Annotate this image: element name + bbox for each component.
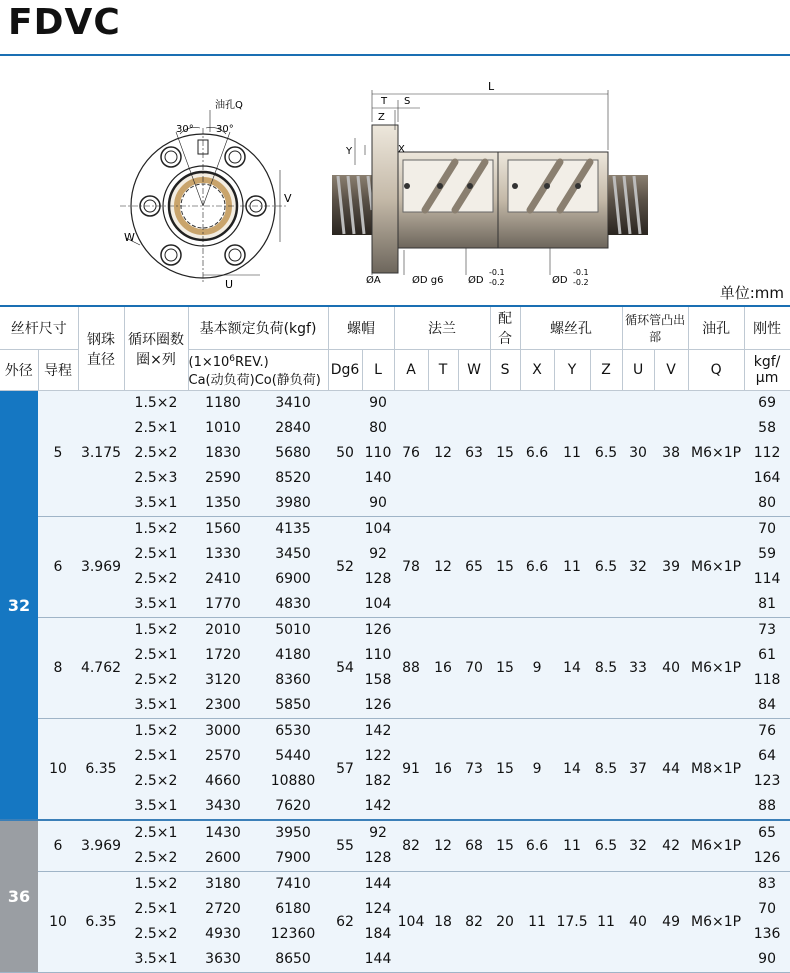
ca-cell: 1830 (188, 441, 258, 466)
phi-d-tol1-label: ØD (468, 275, 484, 286)
length-cell: 128 (362, 846, 394, 872)
col-fit (490, 306, 520, 350)
circuits-cell: 2.5×1 (124, 416, 188, 441)
t-cell: 12 (428, 820, 458, 872)
ca-cell: 1770 (188, 592, 258, 618)
co-cell: 8650 (258, 947, 328, 973)
length-cell: 182 (362, 769, 394, 794)
shaft-dia-cell: 32 (0, 391, 38, 821)
v-cell: 44 (654, 719, 688, 821)
u-cell: 40 (622, 872, 654, 973)
col-fit-line2: 合 (498, 331, 513, 347)
length-cell: 110 (362, 441, 394, 466)
co-cell: 4830 (258, 592, 328, 618)
co-cell: 5440 (258, 744, 328, 769)
col-tube-line1: 循环管凸出 (625, 313, 686, 327)
co-cell: 7900 (258, 846, 328, 872)
dg6-cell: 62 (328, 872, 362, 973)
col-lead: 导程 (38, 350, 78, 391)
phi-d-g6-label: ØD g6 (412, 275, 444, 286)
u-cell: 32 (622, 517, 654, 618)
phi-d-tol1-lower: -0.2 (489, 278, 505, 287)
load-rev-sup: 6 (229, 354, 236, 364)
ca-cell: 4660 (188, 769, 258, 794)
lead-cell: 10 (38, 872, 78, 973)
length-cell: 92 (362, 820, 394, 846)
v-dim-label: V (284, 192, 292, 205)
lead-cell: 5 (38, 391, 78, 517)
a-cell: 82 (394, 820, 428, 872)
circuits-cell: 2.5×1 (124, 643, 188, 668)
col-circuits-line2: 圈×列 (136, 351, 176, 368)
lead-cell: 6 (38, 820, 78, 872)
load-rev-tail: REV.) (235, 355, 269, 371)
a-cell: 78 (394, 517, 428, 618)
unit-label: 单位:mm (719, 284, 784, 302)
load-rev-text: (1×10 (188, 355, 230, 371)
circuits-cell: 3.5×1 (124, 491, 188, 517)
circuits-cell: 2.5×2 (124, 567, 188, 592)
phi-a-label: ØA (366, 275, 381, 286)
length-cell: 122 (362, 744, 394, 769)
ca-cell: 1430 (188, 820, 258, 846)
col-A: A (394, 350, 428, 391)
y-dim-label: Y (346, 146, 353, 157)
q-cell: M6×1P (688, 872, 744, 973)
table-row (0, 391, 790, 417)
length-cell: 142 (362, 794, 394, 820)
x-cell: 6.6 (520, 820, 554, 872)
lead-cell: 6 (38, 517, 78, 618)
x-cell: 9 (520, 719, 554, 821)
ca-cell: 3120 (188, 668, 258, 693)
w-cell: 73 (458, 719, 490, 821)
ca-cell: 3000 (188, 719, 258, 745)
x-cell: 9 (520, 618, 554, 719)
co-cell: 6530 (258, 719, 328, 745)
circuits-cell: 1.5×2 (124, 517, 188, 543)
y-cell: 11 (554, 391, 590, 517)
co-cell: 6900 (258, 567, 328, 592)
u-cell: 30 (622, 391, 654, 517)
ball-dia-cell: 3.969 (78, 517, 124, 618)
rigidity-cell: 81 (744, 592, 790, 618)
circuits-cell: 1.5×2 (124, 872, 188, 898)
phi-d-tol2-label: ØD (552, 275, 568, 286)
rig-unit-line2: μm (755, 370, 779, 387)
length-cell: 126 (362, 693, 394, 719)
rigidity-cell: 118 (744, 668, 790, 693)
rigidity-cell: 70 (744, 897, 790, 922)
col-ball-dia-line1: 钢珠 (87, 331, 115, 348)
rig-unit-line1: kgf/ (753, 354, 781, 371)
circuits-cell: 2.5×1 (124, 744, 188, 769)
phi-d-tol2-lower: -0.2 (573, 278, 589, 287)
lead-cell: 8 (38, 618, 78, 719)
w-cell: 70 (458, 618, 490, 719)
t-cell: 18 (428, 872, 458, 973)
phi-d-tol1-upper: -0.1 (489, 268, 505, 277)
co-cell: 6180 (258, 897, 328, 922)
title-divider (0, 54, 790, 56)
length-cell: 110 (362, 643, 394, 668)
u-dim-label: U (225, 278, 234, 290)
u-cell: 32 (622, 820, 654, 872)
length-cell: 128 (362, 567, 394, 592)
ca-cell: 4930 (188, 922, 258, 947)
length-cell: 92 (362, 542, 394, 567)
ball-dia-cell: 6.35 (78, 872, 124, 973)
y-cell: 14 (554, 719, 590, 821)
load-rev (189, 350, 269, 372)
s-cell: 15 (490, 618, 520, 719)
l-dim-label: L (488, 80, 495, 93)
col-ball-dia (78, 306, 124, 391)
q-cell: M6×1P (688, 517, 744, 618)
s-cell: 20 (490, 872, 520, 973)
rigidity-cell: 64 (744, 744, 790, 769)
w-cell: 65 (458, 517, 490, 618)
dg6-cell: 52 (328, 517, 362, 618)
col-fit-line1: 配 (498, 311, 513, 327)
dg6-cell: 50 (328, 391, 362, 517)
co-cell: 10880 (258, 769, 328, 794)
co-cell: 3950 (258, 820, 328, 846)
table-row (0, 618, 790, 644)
length-cell: 90 (362, 391, 394, 417)
q-cell: M8×1P (688, 719, 744, 821)
angle-left-label: 30° (176, 124, 194, 135)
rigidity-cell: 83 (744, 872, 790, 898)
rigidity-cell: 61 (744, 643, 790, 668)
rigidity-cell: 123 (744, 769, 790, 794)
length-cell: 126 (362, 618, 394, 644)
rigidity-cell: 58 (744, 416, 790, 441)
page-title: FDVC (8, 2, 121, 43)
x-cell: 11 (520, 872, 554, 973)
ca-cell: 1330 (188, 542, 258, 567)
ca-cell: 2570 (188, 744, 258, 769)
co-cell: 7620 (258, 794, 328, 820)
ca-cell: 1720 (188, 643, 258, 668)
t-cell: 16 (428, 719, 458, 821)
circuits-cell: 2.5×2 (124, 922, 188, 947)
rigidity-cell: 65 (744, 820, 790, 846)
col-X: X (520, 350, 554, 391)
angle-right-label: 30° (216, 124, 234, 135)
col-U: U (622, 350, 654, 391)
co-cell: 8520 (258, 466, 328, 491)
co-cell: 12360 (258, 922, 328, 947)
rigidity-cell: 136 (744, 922, 790, 947)
col-oil: 油孔 (688, 306, 744, 350)
table-row (0, 872, 790, 898)
col-outer-dia: 外径 (0, 350, 38, 391)
table-row (0, 517, 790, 543)
s-cell: 15 (490, 719, 520, 821)
ca-cell: 3430 (188, 794, 258, 820)
ca-cell: 2590 (188, 466, 258, 491)
col-load: 基本额定负荷(kgf) (188, 306, 328, 350)
length-cell: 140 (362, 466, 394, 491)
dg6-cell: 57 (328, 719, 362, 821)
col-W: W (458, 350, 490, 391)
ca-cell: 2300 (188, 693, 258, 719)
ca-cell: 2600 (188, 846, 258, 872)
dg6-cell: 55 (328, 820, 362, 872)
circuits-cell: 3.5×1 (124, 794, 188, 820)
z-cell: 6.5 (590, 517, 622, 618)
dg6-cell: 54 (328, 618, 362, 719)
circuits-cell: 3.5×1 (124, 693, 188, 719)
x-cell: 6.6 (520, 391, 554, 517)
length-cell: 144 (362, 872, 394, 898)
col-L: L (362, 350, 394, 391)
ca-cell: 1560 (188, 517, 258, 543)
table-row (0, 820, 790, 846)
ca-cell: 2010 (188, 618, 258, 644)
t-cell: 16 (428, 618, 458, 719)
s-dim-label: S (404, 96, 411, 107)
rigidity-cell: 73 (744, 618, 790, 644)
col-rig-unit (744, 350, 790, 391)
rigidity-cell: 114 (744, 567, 790, 592)
co-cell: 7410 (258, 872, 328, 898)
col-tube-line2: 部 (649, 330, 662, 344)
oil-hole-label: 油孔Q (215, 100, 243, 111)
col-V: V (654, 350, 688, 391)
w-dim-label: W (124, 231, 135, 244)
z-cell: 8.5 (590, 618, 622, 719)
col-ca: Ca(动负荷) (188, 373, 255, 389)
t-cell: 12 (428, 517, 458, 618)
s-cell: 15 (490, 517, 520, 618)
v-cell: 49 (654, 872, 688, 973)
u-cell: 37 (622, 719, 654, 821)
ca-cell: 2410 (188, 567, 258, 592)
a-cell: 88 (394, 618, 428, 719)
rigidity-cell: 59 (744, 542, 790, 567)
circuits-cell: 3.5×1 (124, 592, 188, 618)
rigidity-cell: 84 (744, 693, 790, 719)
v-cell: 39 (654, 517, 688, 618)
length-cell: 104 (362, 517, 394, 543)
length-cell: 142 (362, 719, 394, 745)
w-cell: 82 (458, 872, 490, 973)
length-cell: 80 (362, 416, 394, 441)
ca-cell: 3630 (188, 947, 258, 973)
rigidity-cell: 164 (744, 466, 790, 491)
v-cell: 42 (654, 820, 688, 872)
z-dim-label: Z (378, 112, 385, 123)
rigidity-cell: 88 (744, 794, 790, 820)
y-cell: 11 (554, 820, 590, 872)
z-cell: 6.5 (590, 391, 622, 517)
y-cell: 14 (554, 618, 590, 719)
table-body (0, 391, 790, 973)
a-cell: 104 (394, 872, 428, 973)
co-cell: 5680 (258, 441, 328, 466)
circuits-cell: 1.5×2 (124, 719, 188, 745)
spec-table (0, 305, 790, 973)
col-shaft-size: 丝杆尺寸 (0, 306, 78, 350)
a-cell: 76 (394, 391, 428, 517)
col-rigidity: 刚性 (744, 306, 790, 350)
z-cell: 8.5 (590, 719, 622, 821)
col-dg6: Dg6 (328, 350, 362, 391)
ball-screw-drawing (0, 70, 790, 290)
col-co: Co(静负荷) (254, 373, 321, 389)
ball-dia-cell: 6.35 (78, 719, 124, 821)
length-cell: 104 (362, 592, 394, 618)
circuits-cell: 2.5×1 (124, 820, 188, 846)
co-cell: 5010 (258, 618, 328, 644)
rigidity-cell: 76 (744, 719, 790, 745)
circuits-cell: 1.5×2 (124, 391, 188, 417)
rigidity-cell: 112 (744, 441, 790, 466)
x-dim-label: X (398, 144, 405, 155)
col-tube (622, 306, 688, 350)
col-load-sub (188, 350, 328, 391)
circuits-cell: 2.5×1 (124, 542, 188, 567)
length-cell: 124 (362, 897, 394, 922)
q-cell: M6×1P (688, 391, 744, 517)
v-cell: 40 (654, 618, 688, 719)
co-cell: 3980 (258, 491, 328, 517)
ca-cell: 3180 (188, 872, 258, 898)
shaft-dia-cell: 36 (0, 820, 38, 973)
ball-dia-cell: 3.969 (78, 820, 124, 872)
circuits-cell: 2.5×2 (124, 769, 188, 794)
co-cell: 4135 (258, 517, 328, 543)
q-cell: M6×1P (688, 820, 744, 872)
rigidity-cell: 69 (744, 391, 790, 417)
length-cell: 158 (362, 668, 394, 693)
co-cell: 3450 (258, 542, 328, 567)
circuits-cell: 2.5×2 (124, 668, 188, 693)
col-ball-dia-line2: 直径 (87, 351, 115, 368)
w-cell: 68 (458, 820, 490, 872)
circuits-cell: 2.5×1 (124, 897, 188, 922)
table-header (0, 306, 790, 391)
col-Z: Z (590, 350, 622, 391)
rigidity-cell: 126 (744, 846, 790, 872)
co-cell: 8360 (258, 668, 328, 693)
ca-cell: 1180 (188, 391, 258, 417)
co-cell: 3410 (258, 391, 328, 417)
circuits-cell: 2.5×2 (124, 441, 188, 466)
col-Y: Y (554, 350, 590, 391)
u-cell: 33 (622, 618, 654, 719)
circuits-cell: 3.5×1 (124, 947, 188, 973)
z-cell: 6.5 (590, 820, 622, 872)
phi-d-tol2-upper: -0.1 (573, 268, 589, 277)
front-view (120, 110, 286, 284)
y-cell: 11 (554, 517, 590, 618)
col-cap: 螺帽 (328, 306, 394, 350)
col-flange: 法兰 (394, 306, 490, 350)
s-cell: 15 (490, 391, 520, 517)
co-cell: 4180 (258, 643, 328, 668)
q-cell: M6×1P (688, 618, 744, 719)
a-cell: 91 (394, 719, 428, 821)
rigidity-cell: 80 (744, 491, 790, 517)
lead-cell: 10 (38, 719, 78, 821)
col-circuits-line1: 循环圈数 (128, 331, 184, 348)
ca-cell: 1010 (188, 416, 258, 441)
co-cell: 2840 (258, 416, 328, 441)
rigidity-cell: 90 (744, 947, 790, 973)
t-dim-label: T (381, 96, 388, 107)
length-cell: 184 (362, 922, 394, 947)
col-circuits (124, 306, 188, 391)
col-S: S (490, 350, 520, 391)
col-screw-hole: 螺丝孔 (520, 306, 622, 350)
v-cell: 38 (654, 391, 688, 517)
x-cell: 6.6 (520, 517, 554, 618)
length-cell: 144 (362, 947, 394, 973)
circuits-cell: 2.5×3 (124, 466, 188, 491)
y-cell: 17.5 (554, 872, 590, 973)
co-cell: 5850 (258, 693, 328, 719)
ca-cell: 2720 (188, 897, 258, 922)
circuits-cell: 2.5×2 (124, 846, 188, 872)
w-cell: 63 (458, 391, 490, 517)
rigidity-cell: 70 (744, 517, 790, 543)
circuits-cell: 1.5×2 (124, 618, 188, 644)
ca-cell: 1350 (188, 491, 258, 517)
t-cell: 12 (428, 391, 458, 517)
col-Q: Q (688, 350, 744, 391)
ball-dia-cell: 3.175 (78, 391, 124, 517)
col-T: T (428, 350, 458, 391)
s-cell: 15 (490, 820, 520, 872)
length-cell: 90 (362, 491, 394, 517)
table-row (0, 719, 790, 745)
ball-dia-cell: 4.762 (78, 618, 124, 719)
z-cell: 11 (590, 872, 622, 973)
